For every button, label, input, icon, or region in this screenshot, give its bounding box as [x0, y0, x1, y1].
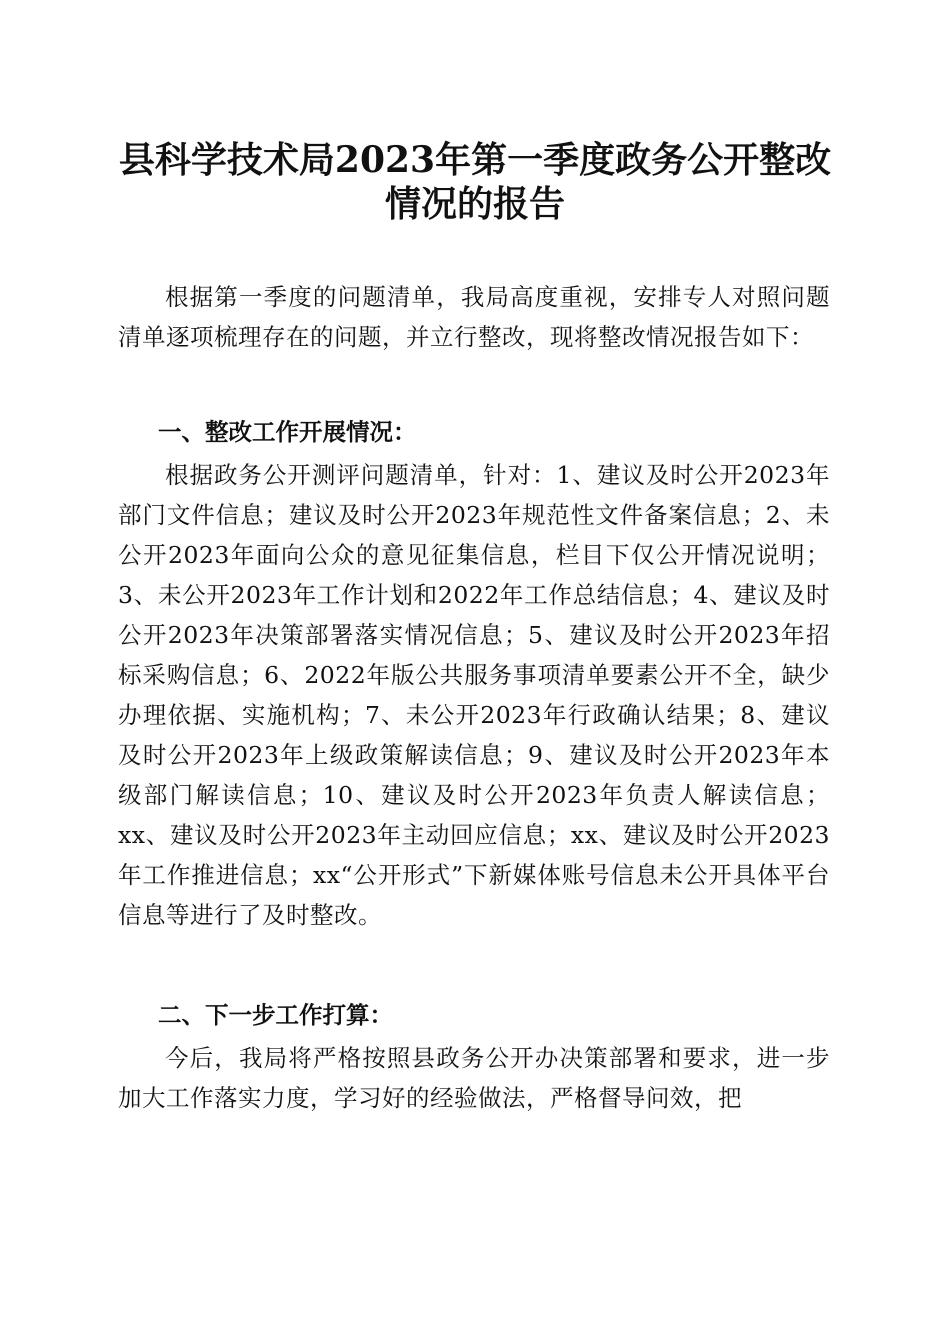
- intro-paragraph: 根据第一季度的问题清单，我局高度重视，安排专人对照问题清单逐项梳理存在的问题，并立行整改，现将整改情况报告如下：: [118, 283, 830, 351]
- section-2-paragraph: 今后，我局将严格按照县政务公开办决策部署和要求，进一步加大工作落实力度，学习好的经验做法，严格督导问效，把: [118, 1044, 830, 1112]
- section-1-heading: 一、整改工作开展情况：: [158, 418, 417, 446]
- document-title-line-2: 情况的报告: [384, 183, 565, 225]
- section-1-paragraph: 根据政务公开测评问题清单，针对：1、建议及时公开2023年部门文件信息；建议及时公开2023年规范性文件备案信息；2、未公开2023年面向公众的意见征集信息，栏目下仅公开情况说明；3、未公开2023年工作计划和2022年工作总结信息；4、建议及时公开2023年决策部署落实情况信息；5、建议及时公开2023年招标采购信息；6、2022年版公共服务事项清单要素公开不全，缺少办理依据、实施机构；7、未公开2023年行政确认结果；8、建议及时公开2023年上级政策解读信息；9、建议及时公开2023年本级部门解读信息；10、建议及时公开2023年负责人解读信息；xx、建议及时公开2023年主动回应信息；xx、建议及时公开2023年工作推进信息；xx“公开形式”下新媒体账号信息未公开具体平台信息等进行了及时整改。: [118, 461, 830, 929]
- document-title-line-1: 县科学技术局2023年第一季度政务公开整改: [118, 139, 832, 181]
- section-2-heading: 二、下一步工作打算：: [158, 1001, 393, 1029]
